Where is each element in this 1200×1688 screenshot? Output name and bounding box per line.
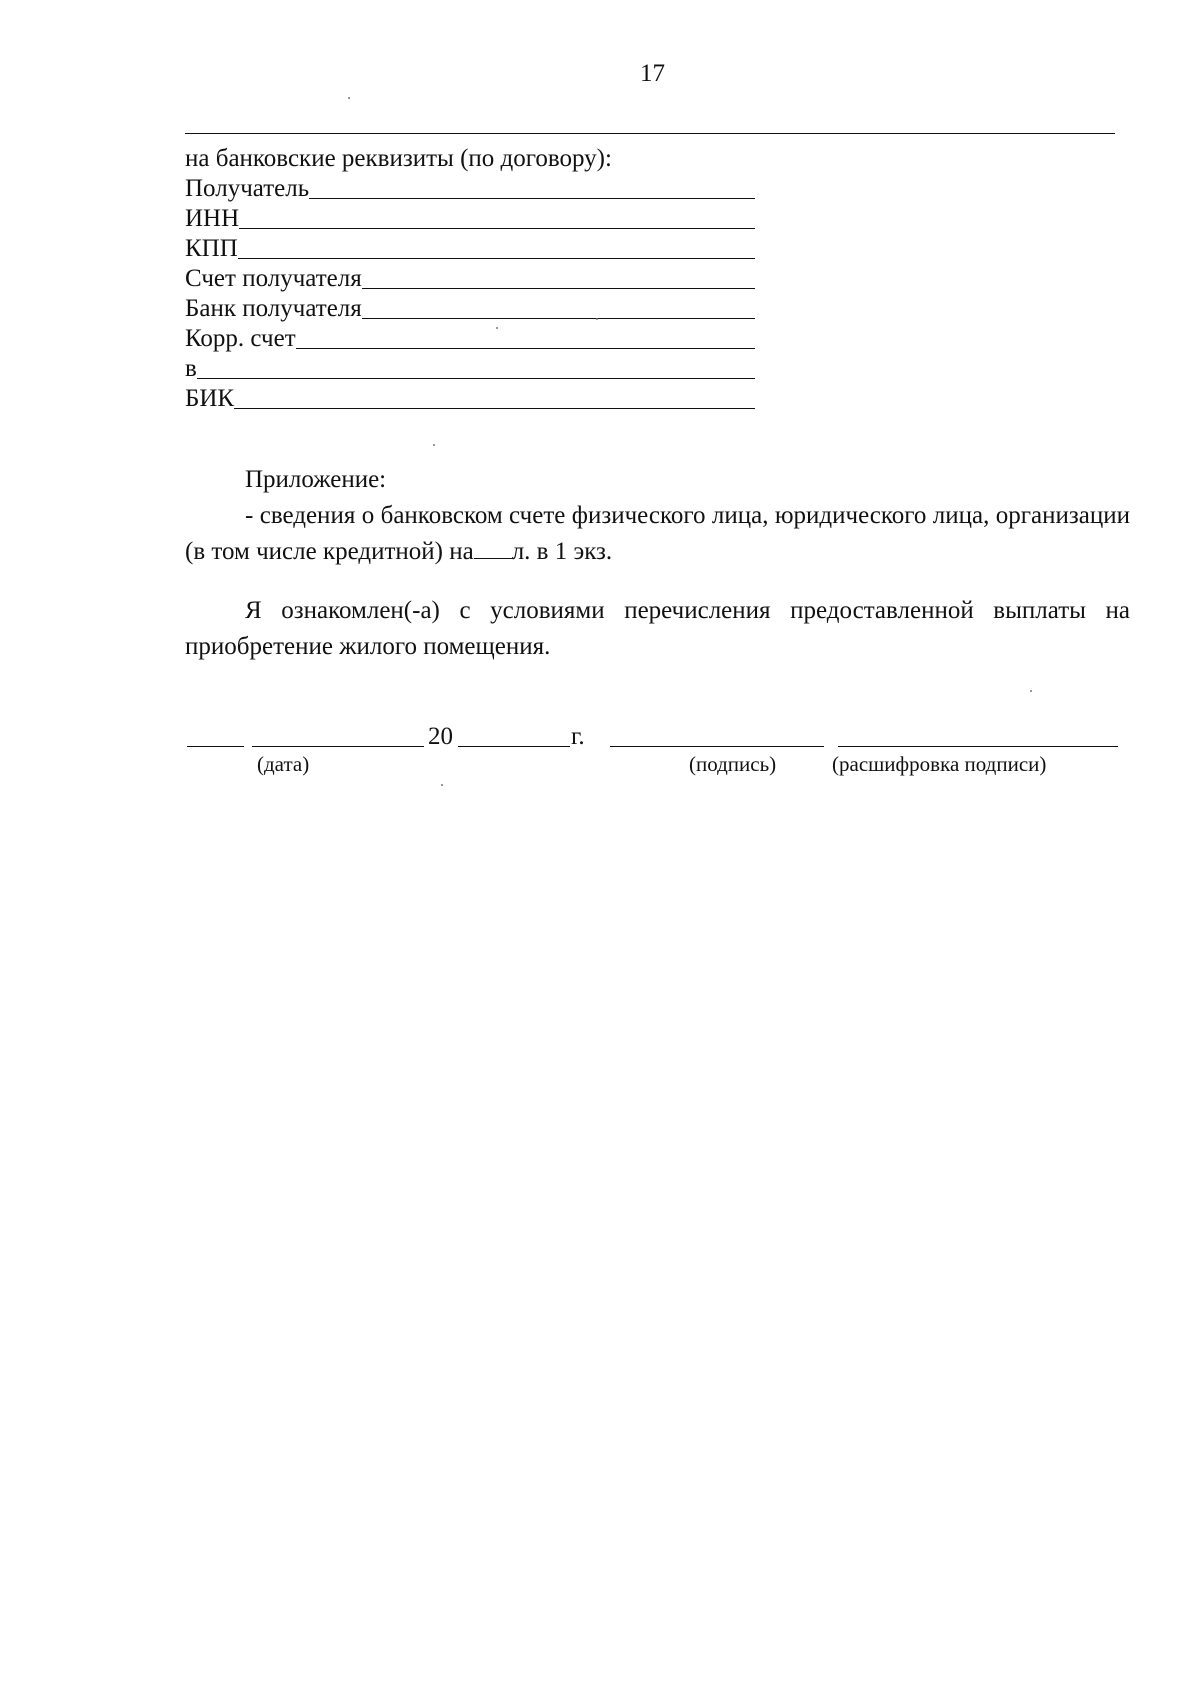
fill-in-blank[interactable]	[309, 174, 755, 199]
page-number: 17	[640, 60, 665, 87]
fill-in-blank[interactable]	[239, 204, 755, 229]
field-inn	[185, 204, 755, 234]
field-corr-account	[185, 324, 755, 354]
scan-speck	[441, 784, 443, 786]
signature-blank[interactable]	[610, 746, 824, 747]
attachment-section	[185, 462, 1130, 570]
attachment-item-text: - сведения о банковском счете физического лица, юридического лица, организации (в том числе кредитной) на	[185, 502, 1130, 565]
bank-requisites-block	[185, 144, 755, 414]
attachment-item-end: л. в 1 экз.	[511, 538, 613, 565]
field-kpp	[185, 234, 755, 264]
field-label: БИК	[185, 385, 235, 412]
scan-speck	[596, 318, 598, 320]
attachment-item	[185, 498, 1130, 570]
fill-in-blank[interactable]	[362, 264, 755, 289]
field-label: в	[185, 355, 197, 382]
field-in-bank	[185, 354, 755, 384]
year-prefix: 20	[428, 723, 453, 750]
field-label: Банк получателя	[185, 295, 362, 322]
month-blank[interactable]	[252, 746, 424, 747]
field-label: КПП	[185, 235, 238, 262]
signature-decoding-caption: (расшифровка подписи)	[832, 752, 1047, 776]
scan-speck	[1030, 690, 1032, 692]
fill-in-blank[interactable]	[296, 324, 755, 349]
scan-speck	[433, 444, 435, 446]
fill-in-blank[interactable]	[238, 234, 755, 259]
top-blank-line	[185, 133, 1115, 134]
signature-decoding-blank[interactable]	[838, 746, 1118, 747]
fill-in-blank[interactable]	[197, 354, 755, 379]
year-blank[interactable]	[458, 746, 570, 747]
field-bik	[185, 384, 755, 414]
scan-speck	[496, 327, 498, 329]
year-suffix: г.	[571, 723, 585, 750]
consent-paragraph: Я ознакомлен(-а) с условиями перечисления предоставленной выплаты на приобретение жилого помещения.	[185, 597, 1130, 660]
fill-in-blank[interactable]	[234, 384, 755, 409]
field-recipient-bank	[185, 294, 755, 324]
signature-caption: (подпись)	[689, 752, 777, 776]
date-caption: (дата)	[257, 752, 310, 776]
field-label: Получатель	[185, 175, 310, 202]
day-blank[interactable]	[187, 746, 244, 747]
field-label: Корр. счет	[185, 325, 296, 352]
requisites-heading: на банковские реквизиты (по договору):	[185, 145, 612, 172]
scan-speck	[348, 97, 350, 99]
fill-in-blank[interactable]	[362, 294, 755, 319]
field-recipient-account	[185, 264, 755, 294]
field-label: Счет получателя	[185, 265, 362, 292]
attachment-title: Приложение:	[245, 466, 387, 493]
sheet-count-blank[interactable]	[474, 538, 512, 559]
field-label: ИНН	[185, 205, 240, 232]
field-recipient	[185, 174, 755, 204]
